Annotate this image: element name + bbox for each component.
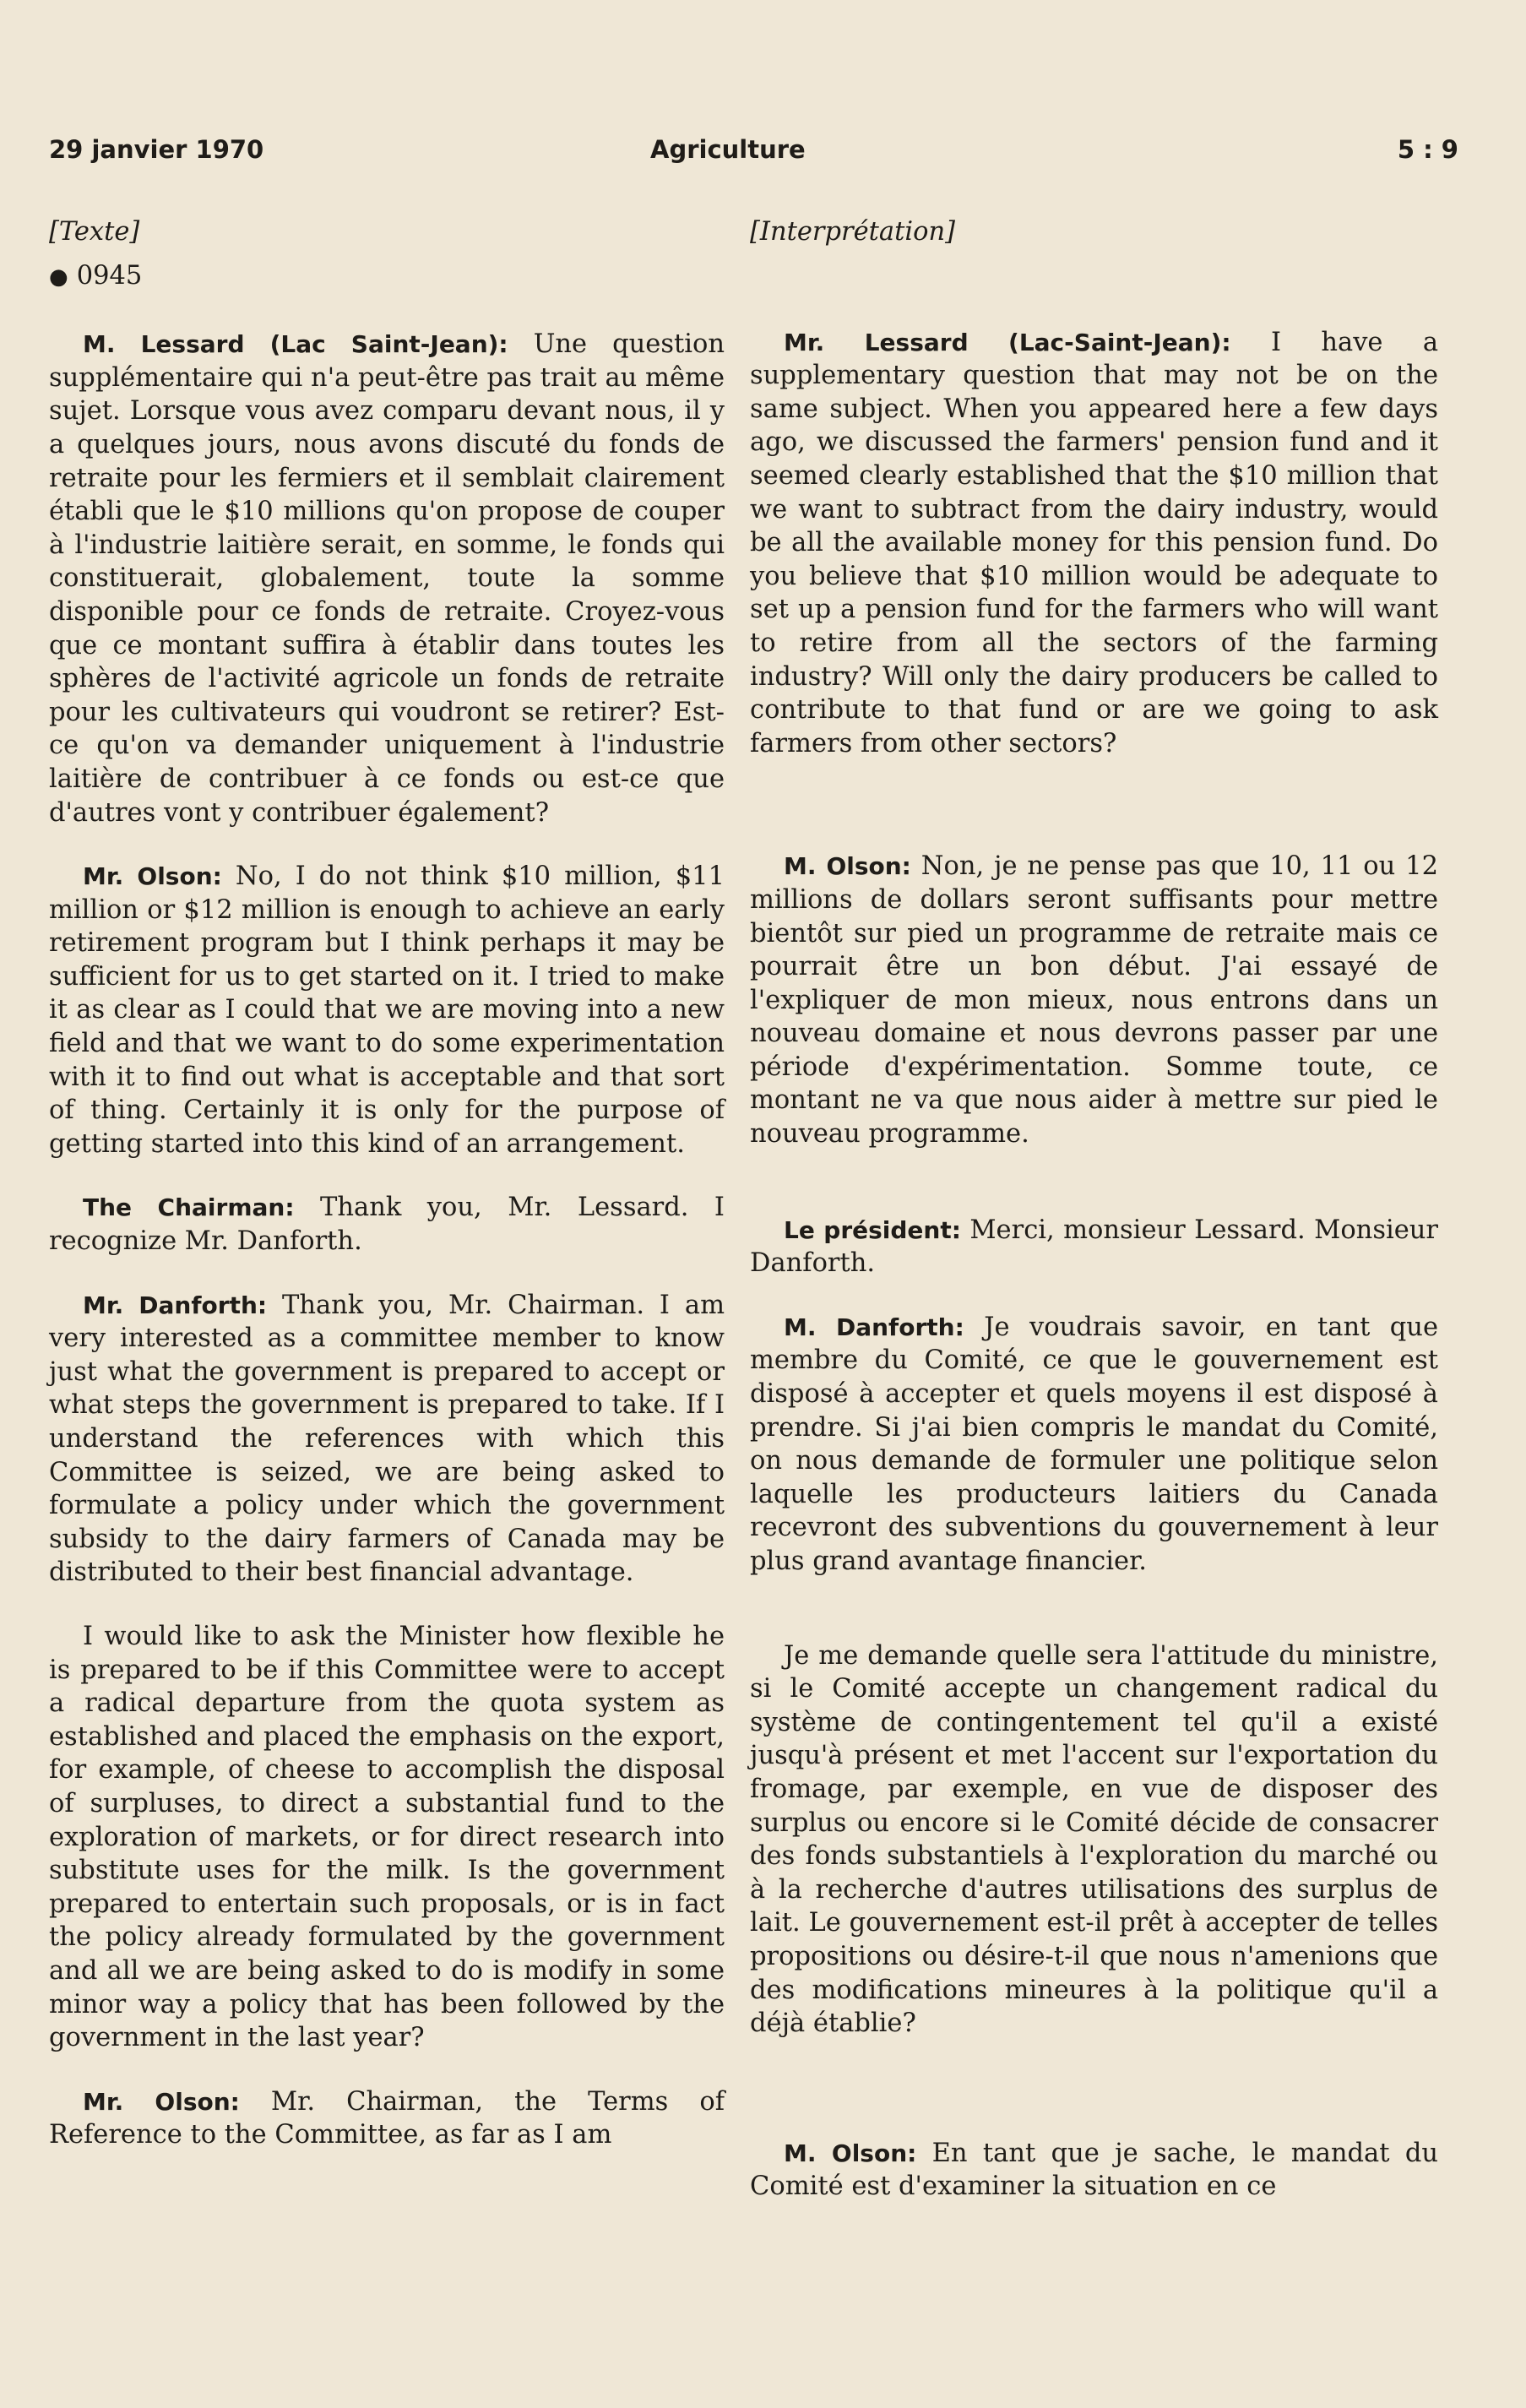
paragraph-olson-2 bbox=[49, 2085, 725, 2152]
spacer bbox=[750, 791, 1438, 850]
speech-text: I have a supplementary question that may not be on the same subject. When you appeared here a few days ago, we discussed the farmers' pension fund and it seemed clearly established that the $10 million that we want to subtract from the dairy industry, would be all the available money for this pension fund. Do you believe that $10 million would be adequate to set up a pension fund for the farmers who will want to retire from all the sectors of the farming industry? Will only the dairy producers be called to contribute to that fund or are we going to ask farmers from other sectors? bbox=[750, 327, 1438, 758]
speaker-name: M. Olson: bbox=[784, 2139, 917, 2167]
timestamp bbox=[49, 259, 725, 295]
paragraph-danforth-fr bbox=[750, 1311, 1438, 1579]
speaker-name: The Chairman: bbox=[83, 1193, 295, 1222]
speech-text: I would like to ask the Minister how flexible he is prepared to be if this Committee were to accept a radical departure from the quota system as established and placed the emphasis on the export, for example, of cheese to accomplish the disposal of surpluses, to direct a substantial fund to the exploration of markets, or for direct research into substitute uses for the milk. Is the government prepared to entertain such proposals, or is in fact the policy already formulated by the government and all we are being asked to do is modify in some minor way a policy that has been followed by the government in the last year? bbox=[49, 1621, 725, 2053]
paragraph-chairman bbox=[49, 1191, 725, 1258]
speaker-name: Mr. Danforth: bbox=[83, 1291, 268, 1319]
spacer bbox=[750, 1609, 1438, 1639]
paragraph-lessard-fr bbox=[750, 326, 1438, 761]
speaker-name: Mr. Olson: bbox=[83, 2087, 240, 2116]
language-label-right: [Interprétation] bbox=[750, 217, 955, 247]
paragraph-danforth-cont bbox=[49, 1620, 725, 2055]
paragraph-olson-fr bbox=[750, 850, 1438, 1150]
speech-text: Thank you, Mr. Lessard. I recognize Mr. Danforth. bbox=[49, 1193, 725, 1257]
speech-text: Une question supplémentaire qui n'a peut-être pas trait au même sujet. Lorsque vous avez comparu devant nous, il y a quelques jours, nous avons discuté du fonds de retraite pour les fermiers et il semblait clairement établi que le $10 millions qu'on propose de couper à l'industrie laitière serait, en somme, le fonds qui constituerait, globalement, toute la somme disponible pour ce fonds de retraite. Croyez-vous que ce montant suffira à établir dans toutes les sphères de l'activité agricole un fonds de retraite pour les cultivateurs qui voudront se retirer? Est-ce qu'on va demander uniquement à l'industrie laitière de contribuer à ce fonds ou est-ce que d'autres vont y contribuer également? bbox=[49, 329, 725, 828]
speech-text: Merci, monsieur Lessard. Monsieur Danforth. bbox=[750, 1215, 1438, 1279]
spacer bbox=[750, 1182, 1438, 1214]
speech-text: Thank you, Mr. Chairman. I am very interested as a committee member to know just what the government is prepared to accept or what steps the government is prepared to take. If I understand the references with which this Committee is seized, we are being asked to formulate a policy under which the government subsidy to the dairy farmers of Canada may be distributed to their best financial advantage. bbox=[49, 1290, 725, 1588]
right-column bbox=[750, 215, 1438, 2234]
speech-text: Non, je ne pense pas que 10, 11 ou 12 millions de dollars seront suffisants pour mettre bientôt sur pied un programme de retraite mais ce pourrait être un bon début. J'ai essayé de l'expliquer de mon mieux, nous entrons dans un nouveau domaine et nous devrons passer par une période d'expérimentation. Somme toute, ce montant ne va que nous aider à mettre sur pied le nouveau programme. bbox=[750, 851, 1438, 1150]
speaker-name: Le président: bbox=[784, 1215, 961, 1244]
paragraph-lessard bbox=[49, 328, 725, 829]
bullet-icon: ● bbox=[49, 264, 68, 290]
paragraph-danforth bbox=[49, 1289, 725, 1590]
header-page-number: 5 : 9 bbox=[1397, 135, 1458, 164]
left-column bbox=[49, 215, 725, 2182]
speaker-name: Mr. Olson: bbox=[83, 862, 222, 891]
speaker-name: M. Danforth: bbox=[784, 1313, 964, 1341]
speech-text: Mr. Chairman, the Terms of Reference to the Committee, as far as I am bbox=[49, 2086, 725, 2150]
speaker-name: M. Olson: bbox=[784, 852, 911, 881]
speech-text: Je voudrais savoir, en tant que membre du Comité, ce que le gouvernement est disposé à accepter et quels moyens il est disposé à prendre. Si j'ai bien compris le mandat du Comité, on nous demande de formuler une politique selon laquelle les producteurs laitiers du Canada recevront des subventions du gouvernement à leur plus grand avantage financier. bbox=[750, 1312, 1438, 1576]
paragraph-olson bbox=[49, 860, 725, 1161]
paragraph-president-fr bbox=[750, 1214, 1438, 1280]
speech-text: En tant que je sache, le mandat du Comité est d'examiner la situation en ce bbox=[750, 2138, 1438, 2202]
timestamp-value: 0945 bbox=[76, 260, 143, 291]
paragraph-danforth-fr-cont bbox=[750, 1639, 1438, 2041]
timestamp-spacer bbox=[750, 259, 1438, 326]
paragraph-olson-fr-2 bbox=[750, 2137, 1438, 2204]
speaker-name: M. Lessard (Lac Saint-Jean): bbox=[83, 330, 508, 359]
speaker-name: Mr. Lessard (Lac-Saint-Jean): bbox=[784, 328, 1231, 356]
speech-text: No, I do not think $10 million, $11 million or $12 million is enough to achieve an early retirement program but I think perhaps it may be sufficient for us to get started on it. I tried to make it as clear as I could that we are moving into a new field and that we want to do some experimentation with it to find out what is acceptable and that sort of thing. Certainly it is only for the purpose of getting started into this kind of an arrangement. bbox=[49, 862, 725, 1159]
speech-text: Je me demande quelle sera l'attitude du ministre, si le Comité accepte un changement radical du système de contingentement tel qu'il a existé jusqu'à présent et met l'accent sur l'exportation du fromage, par exemple, en vue de disposer des surplus ou encore si le Comité décide de consacrer des fonds substantiels à l'exploration du marché ou à la recherche d'autres utilisations des surplus de lait. Le gouvernement est-il prêt à accepter de telles propositions ou désire-t-il que nous n'amenions que des modifications mineures à la politique qu'il a déjà établie? bbox=[750, 1640, 1438, 2039]
header-title: Agriculture bbox=[650, 135, 806, 164]
language-label-left: [Texte] bbox=[49, 217, 140, 247]
spacer bbox=[750, 2071, 1438, 2137]
running-header bbox=[49, 135, 1458, 169]
header-date: 29 janvier 1970 bbox=[49, 135, 264, 164]
